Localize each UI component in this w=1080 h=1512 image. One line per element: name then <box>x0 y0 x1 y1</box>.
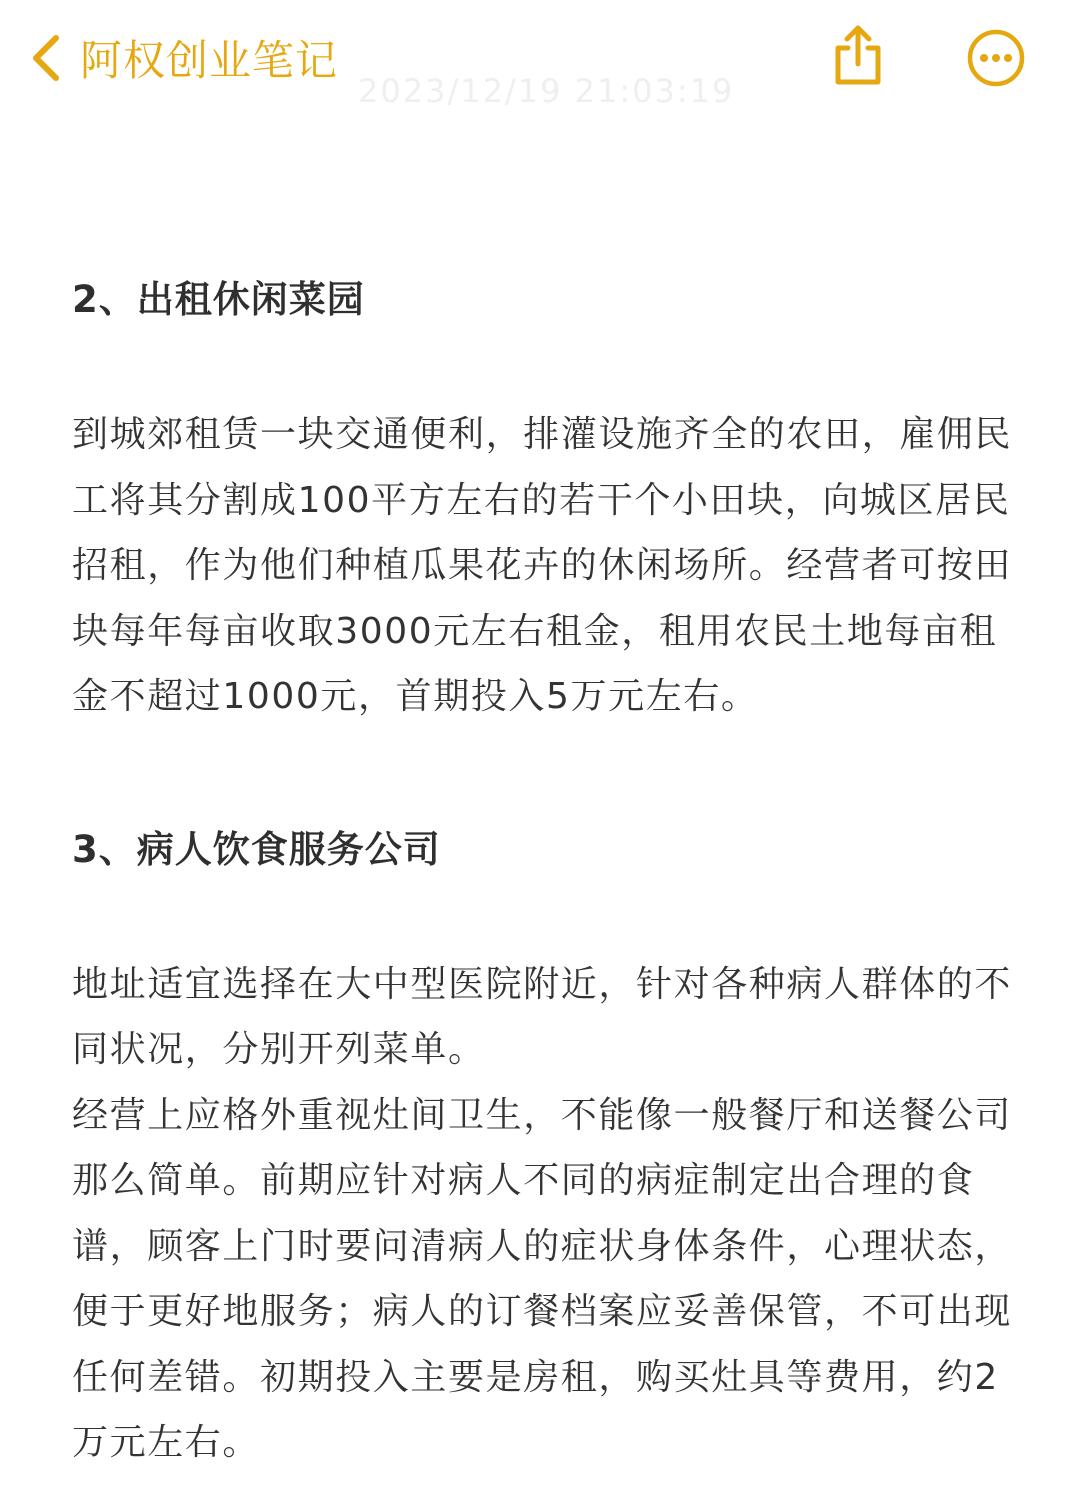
note-date: 2023/12/19 21:03:19 <box>358 72 735 110</box>
navigation-bar <box>0 0 1080 120</box>
note-body[interactable] <box>72 270 1012 1476</box>
chevron-left-icon <box>28 34 64 82</box>
section-heading-3: 3、病人饮食服务公司 <box>72 827 441 871</box>
section-paragraph: 到城郊租赁一块交通便利，排灌设施齐全的农田，雇佣民工将其分割成100平方左右的若干个小田块，向城区居民招租，作为他们种植瓜果花卉的休闲场所。经营者可按田块每年每亩收取3000元左右租金，租用农民土地每亩租金不超过1000元，首期投入5万元左右。 <box>72 414 1013 717</box>
section-heading-2: 2、出租休闲菜园 <box>72 278 365 321</box>
back-button[interactable] <box>28 26 338 90</box>
more-button[interactable] <box>966 28 1026 92</box>
section-paragraph: 地址适宜选择在大中型医院附近，针对各种病人群体的不同状况，分别开列菜单。 <box>72 963 1013 1070</box>
back-label: 阿权创业笔记 <box>80 36 339 85</box>
section-paragraph: 经营上应格外重视灶间卫生，不能像一般餐厅和送餐公司那么简单。前期应针对病人不同的病症制定出合理的食谱，顾客上门时要问清病人的症状身体条件，心理状态，便于更好地服务；病人的订餐档案应妥善保管，不可出现任何差错。初期投入主要是房租，购买灶具等费用，约2万元左右。 <box>72 1094 1013 1463</box>
share-button[interactable] <box>828 24 888 92</box>
share-icon <box>828 24 888 88</box>
more-icon <box>966 28 1026 88</box>
